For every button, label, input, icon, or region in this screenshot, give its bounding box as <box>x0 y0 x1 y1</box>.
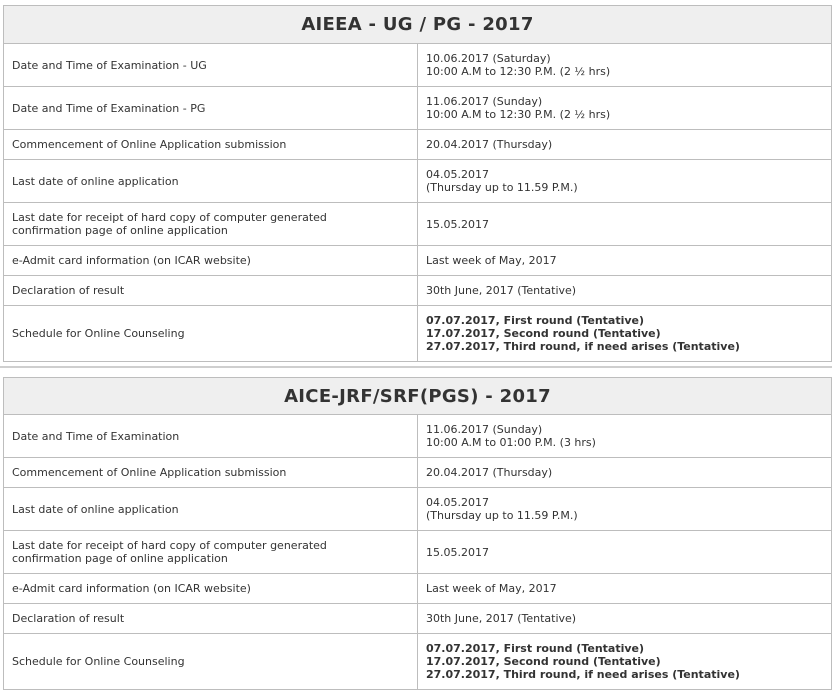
row-value: 04.05.2017 (Thursday up to 11.59 P.M.) <box>418 488 832 531</box>
row-label: Last date of online application <box>4 488 418 531</box>
table-row <box>4 458 832 488</box>
row-label: Schedule for Online Counseling <box>4 306 418 362</box>
row-value: 07.07.2017, First round (Tentative) 17.07.2017, Second round (Tentative) 27.07.2017, Third round, if need arises (Tentative) <box>418 634 832 690</box>
table-row <box>4 531 832 574</box>
row-label: Commencement of Online Application submission <box>4 458 418 488</box>
aice-title: AICE-JRF/SRF(PGS) - 2017 <box>4 378 832 415</box>
table-row <box>4 44 832 87</box>
aieea-schedule-table <box>3 5 832 362</box>
table-row <box>4 634 832 690</box>
row-label: Commencement of Online Application submission <box>4 130 418 160</box>
row-value: 11.06.2017 (Sunday) 10:00 A.M to 12:30 P.M. (2 ½ hrs) <box>418 87 832 130</box>
row-label: Schedule for Online Counseling <box>4 634 418 690</box>
row-label: e-Admit card information (on ICAR website) <box>4 246 418 276</box>
row-value: 15.05.2017 <box>418 203 832 246</box>
row-value: 30th June, 2017 (Tentative) <box>418 604 832 634</box>
row-label: Date and Time of Examination - PG <box>4 87 418 130</box>
table-row <box>4 306 832 362</box>
row-label: Date and Time of Examination - UG <box>4 44 418 87</box>
row-value: Last week of May, 2017 <box>418 574 832 604</box>
row-label: Last date of online application <box>4 160 418 203</box>
table-row <box>4 488 832 531</box>
row-label: Date and Time of Examination <box>4 415 418 458</box>
table-row <box>4 415 832 458</box>
table-row <box>4 574 832 604</box>
row-value: 20.04.2017 (Thursday) <box>418 458 832 488</box>
table-row <box>4 276 832 306</box>
row-value: 15.05.2017 <box>418 531 832 574</box>
table-row <box>4 160 832 203</box>
row-value: 11.06.2017 (Sunday) 10:00 A.M to 01:00 P.M. (3 hrs) <box>418 415 832 458</box>
row-value: 20.04.2017 (Thursday) <box>418 130 832 160</box>
section-divider <box>0 366 832 368</box>
row-label: Declaration of result <box>4 276 418 306</box>
table-row <box>4 203 832 246</box>
table-row <box>4 87 832 130</box>
row-value: Last week of May, 2017 <box>418 246 832 276</box>
row-label: Last date for receipt of hard copy of computer generated confirmation page of online application <box>4 203 418 246</box>
row-label: e-Admit card information (on ICAR website) <box>4 574 418 604</box>
table-row <box>4 130 832 160</box>
aieea-title: AIEEA - UG / PG - 2017 <box>4 6 832 44</box>
aice-schedule-table <box>3 377 832 690</box>
row-value: 04.05.2017 (Thursday up to 11.59 P.M.) <box>418 160 832 203</box>
row-label: Last date for receipt of hard copy of computer generated confirmation page of online application <box>4 531 418 574</box>
row-label: Declaration of result <box>4 604 418 634</box>
row-value: 07.07.2017, First round (Tentative) 17.07.2017, Second round (Tentative) 27.07.2017, Third round, if need arises (Tentative) <box>418 306 832 362</box>
table-row <box>4 246 832 276</box>
row-value: 10.06.2017 (Saturday) 10:00 A.M to 12:30 P.M. (2 ½ hrs) <box>418 44 832 87</box>
table-row <box>4 604 832 634</box>
row-value: 30th June, 2017 (Tentative) <box>418 276 832 306</box>
